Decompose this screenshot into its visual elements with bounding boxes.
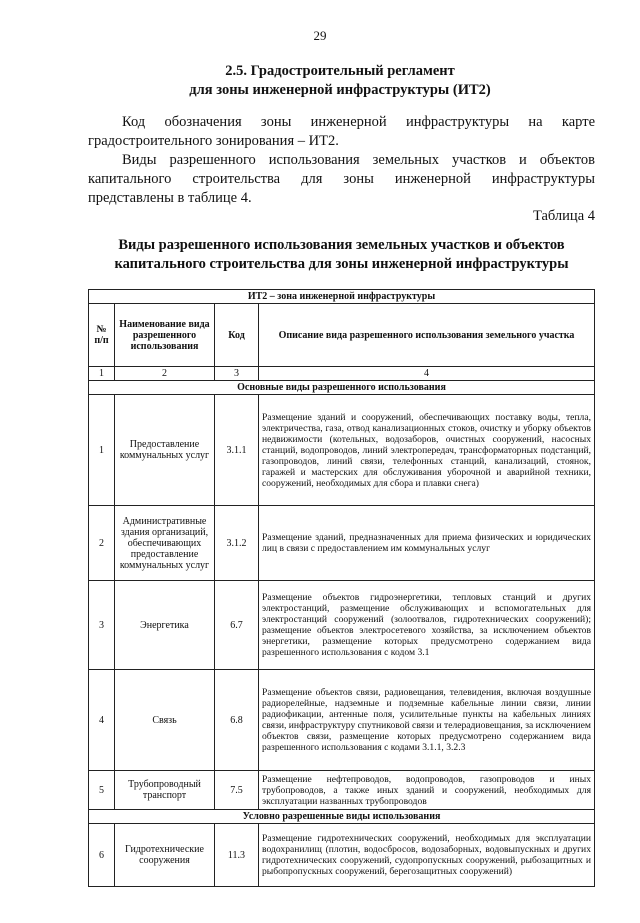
row-code: 3.1.2 (215, 506, 259, 581)
column-header-row (89, 304, 595, 367)
header-name: Наименование вида разрешенного использования (115, 304, 215, 367)
row-num: 1 (89, 395, 115, 506)
table-caption: Таблица 4 (532, 208, 595, 224)
row-desc: Размещение объектов гидроэнергетики, тепловых станций и других электростанций, размещение обслуживающих и вспомогательных для электростанций сооружений (золоотвалов, гидротехнических сооружений); размещение объектов электросетевого хозяйства, за исключением объектов энергетики, размещение которых предусмотрено содержанием вида разрешенного использования с кодом 3.1 (259, 581, 595, 670)
zone-header: ИТ2 – зона инженерной инфраструктуры (89, 290, 595, 304)
row-name: Связь (115, 670, 215, 771)
table-title-line2: капитального строительства для зоны инженерной инфраструктуры (114, 256, 569, 272)
row-name: Предоставление коммунальных услуг (115, 395, 215, 506)
paragraph-text: Код обозначения зоны инженерной инфраструктуры на карте градостроительного зонирования – ИТ2. (88, 114, 595, 149)
header-code: Код (215, 304, 259, 367)
section-row-main (89, 381, 595, 395)
zone-header-row (89, 290, 595, 304)
table-row (89, 581, 595, 670)
page-number: 29 (313, 28, 327, 43)
column-number: 2 (115, 367, 215, 381)
header-desc: Описание вида разрешенного использования земельного участка (259, 304, 595, 367)
column-number-row (89, 367, 595, 381)
row-name: Гидротехнические сооружения (115, 824, 215, 887)
paragraph-table-intro (88, 151, 595, 208)
section-row-conditional (89, 810, 595, 824)
column-number: 1 (89, 367, 115, 381)
row-code: 7.5 (215, 771, 259, 810)
row-name: Трубопроводный транспорт (115, 771, 215, 810)
paragraph-text: Виды разрешенного использования земельных участков и объектов капитального строительства для зоны инженерной инфраструктуры представлены в таблице 4. (88, 152, 595, 206)
column-number: 3 (215, 367, 259, 381)
section-conditional-label: Условно разрешенные виды использования (89, 810, 595, 824)
section-main-label: Основные виды разрешенного использования (89, 381, 595, 395)
row-desc: Размещение зданий и сооружений, обеспечивающих поставку воды, тепла, электричества, газа, отвод канализационных стоков, очистку и уборку объектов недвижимости (котельных, водозаборов, очистных сооружений, насосных станций, водопроводов, линий электропередач, трансформаторных подстанций, газопроводов, линий связи, телефонных станций, канализаций, стоянок, гаражей и мастерских для обслуживания уборочной и аварийной техники, сооружений, необходимых для сбора и плавки снега) (259, 395, 595, 506)
section-title (60, 62, 620, 100)
row-num: 4 (89, 670, 115, 771)
row-num: 2 (89, 506, 115, 581)
paragraph-zone-code (88, 113, 595, 151)
table-row (89, 670, 595, 771)
row-num: 6 (89, 824, 115, 887)
row-name: Энергетика (115, 581, 215, 670)
row-desc: Размещение зданий, предназначенных для приема физических и юридических лиц в связи с предоставлением им коммунальных услуг (259, 506, 595, 581)
row-code: 6.7 (215, 581, 259, 670)
row-code: 11.3 (215, 824, 259, 887)
table-title-line1: Виды разрешенного использования земельных участков и объектов (118, 237, 565, 253)
table-row (89, 824, 595, 887)
section-title-line1: 2.5. Градостроительный регламент (225, 63, 455, 79)
row-desc: Размещение нефтепроводов, водопроводов, газопроводов и иных трубопроводов, а также иных зданий и сооружений, необходимых для эксплуатации названных трубопроводов (259, 771, 595, 810)
row-num: 3 (89, 581, 115, 670)
land-use-table (88, 289, 595, 887)
row-code: 6.8 (215, 670, 259, 771)
row-desc: Размещение гидротехнических сооружений, необходимых для эксплуатации водохранилищ (плотин, водосбросов, водозаборных, водовыпускных и других гидротехнических сооружений, судопропускных сооружений, рыбозащитных и рыбопропускных сооружений, берегозащитных сооружений) (259, 824, 595, 887)
row-name: Административные здания организаций, обеспечивающих предоставление коммунальных услуг (115, 506, 215, 581)
table-row (89, 771, 595, 810)
table-row (89, 395, 595, 506)
table-row (89, 506, 595, 581)
column-number: 4 (259, 367, 595, 381)
row-code: 3.1.1 (215, 395, 259, 506)
row-num: 5 (89, 771, 115, 810)
section-title-line2: для зоны инженерной инфраструктуры (ИТ2) (189, 82, 491, 98)
table-title (88, 236, 595, 274)
header-num: № п/п (89, 304, 115, 367)
row-desc: Размещение объектов связи, радиовещания, телевидения, включая воздушные радиорелейные, надземные и подземные кабельные линии связи, линии радиофикации, антенные поля, усилительные пункты на кабельных линиях связи, инфраструктуру спутниковой связи и телерадиовещания, за исключением объектов связи, размещение которых предусмотрено содержанием вида разрешенного использования с кодами 3.1.1, 3.2.3 (259, 670, 595, 771)
